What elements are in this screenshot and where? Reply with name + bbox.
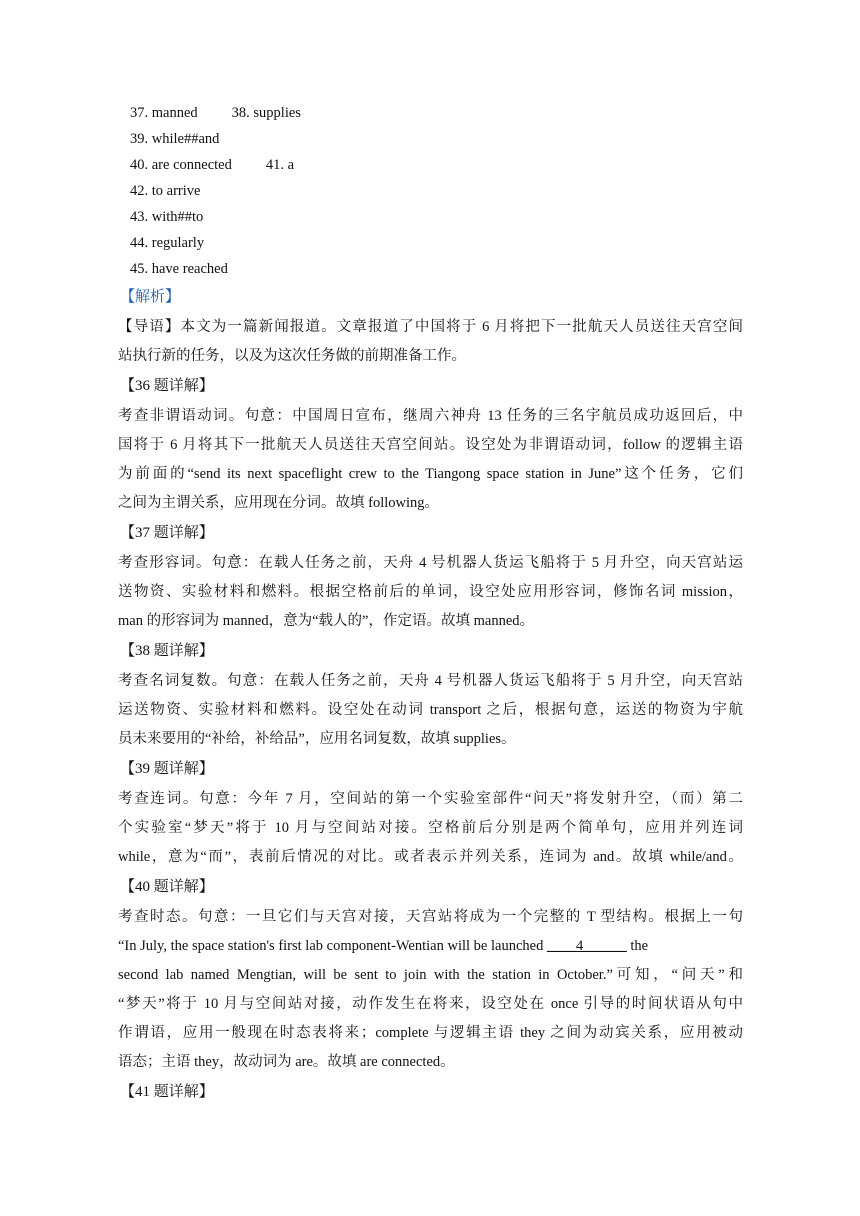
q39-line: 个实验室“梦天”将于 10 月与空间站对接。空格前后分别是两个简单句，应用并列连词 (118, 820, 743, 836)
q40-line: “梦天”将于 10 月与空间站对接，动作发生在将来，设空处在 once 引导的时间状语从句中 (118, 996, 743, 1012)
q40-blank: ____4______ (546, 938, 627, 954)
analysis-heading: 【解析】 (120, 289, 181, 305)
answer-40: 40. are connected (130, 157, 232, 173)
answer-44: 44. regularly (130, 235, 205, 251)
answer-37: 37. manned (130, 105, 198, 121)
answer-row (130, 104, 301, 122)
answer-42: 42. to arrive (130, 183, 201, 199)
q40-line: 考查时态。句意：一旦它们与天宫对接，天宫站将成为一个完整的 T 型结构。根据上一句 (118, 909, 743, 925)
q41-heading: 【41 题详解】 (120, 1084, 214, 1100)
q40-heading: 【40 题详解】 (120, 879, 214, 895)
answer-45: 45. have reached (130, 261, 228, 277)
q39-heading: 【39 题详解】 (120, 761, 214, 777)
q36-line: 之间为主谓关系，应用现在分词。故填 following。 (118, 495, 440, 511)
q37-line: man 的形容词为 manned，意为“载人的”，作定语。故填 manned。 (118, 613, 535, 629)
q38-heading: 【38 题详解】 (120, 643, 214, 659)
q40-quote-end: the (626, 938, 649, 954)
q36-line: 考查非谓语动词。句意：中国周日宣布，继周六神舟 13 任务的三名宇航员成功返回后，中 (118, 408, 743, 424)
q40-line: second lab named Mengtian, will be sent to join with the station in October.”可知，“问天”和 (118, 967, 743, 983)
q40-line: 语态；主语 they，故动词为 are。故填 are connected。 (118, 1054, 455, 1070)
intro-line: 【导语】本文为一篇新闻报道。文章报道了中国将于 6 月将把下一批航天人员送往天宫空间 (118, 319, 743, 335)
q38-line: 考查名词复数。句意：在载人任务之前，天舟 4 号机器人货运飞船将于 5 月升空，向天宫站 (118, 673, 743, 689)
q37-heading: 【37 题详解】 (120, 525, 214, 541)
answer-43: 43. with##to (130, 209, 204, 225)
q37-line: 送物资、实验材料和燃料。根据空格前后的单词，设空处应用形容词，修饰名词 mission， (118, 584, 743, 600)
q38-line: 员未来要用的“补给，补给品”，应用名词复数，故填 supplies。 (118, 731, 516, 747)
q40-line: 作谓语，应用一般现在时态表将来；complete 与逻辑主语 they 之间为动宾关系，应用被动 (118, 1025, 743, 1041)
q40-line (118, 937, 743, 956)
q39-line: 考查连词。句意：今年 7 月，空间站的第一个实验室部件“问天”将发射升空，（而）第二 (118, 791, 743, 807)
q37-line: 考查形容词。句意：在载人任务之前，天舟 4 号机器人货运飞船将于 5 月升空，向天宫站运 (118, 555, 743, 571)
answer-38: 38. supplies (231, 105, 301, 121)
answer-row (130, 156, 294, 174)
answer-39: 39. while##and (130, 131, 220, 147)
q40-quote-start: “In July, the space station's first lab component-Wentian will be launched (118, 938, 547, 954)
q39-line: while，意为“而”，表前后情况的对比。或者表示并列关系，连词为 and。故填 while/and。 (118, 849, 743, 865)
q36-line: 为前面的“send its next spaceflight crew to the Tiangong space station in June”这个任务，它们 (118, 466, 743, 482)
answer-41: 41. a (265, 157, 295, 173)
q36-heading: 【36 题详解】 (120, 378, 214, 394)
intro-line: 站执行新的任务，以及为这次任务做的前期准备工作。 (118, 348, 466, 364)
q36-line: 国将于 6 月将其下一批航天人员送往天宫空间站。设空处为非谓语动词，follow 的逻辑主语 (118, 437, 743, 453)
q38-line: 运送物资、实验材料和燃料。设空处在动词 transport 之后，根据句意，运送的物资为宇航 (118, 702, 743, 718)
